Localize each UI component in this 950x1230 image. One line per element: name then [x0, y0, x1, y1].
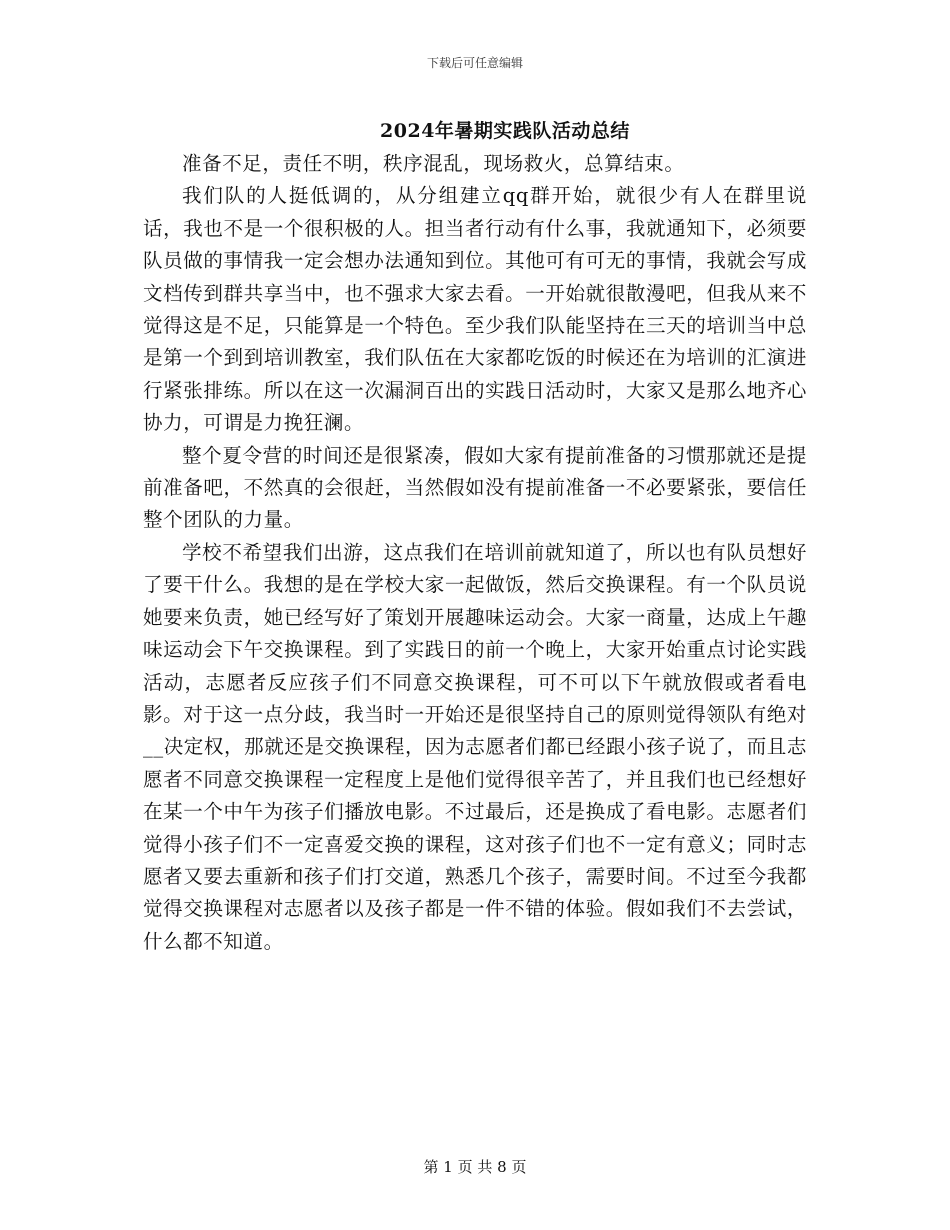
paragraph-2: 我们队的人挺低调的，从分组建立qq群开始，就很少有人在群里说话，我也不是一个很积极的人。担当者行动有什么事，我就通知下，必须要队员做的事情我一定会想办法通知到位。其他可有可无的事情，我就会写成文档传到群共享当中，也不强求大家去看。一开始就很散漫吧，但我从来不觉得这是不足，只能算是一个特色。至少我们队能坚持在三天的培训当中总是第一个到到培训教室，我们队伍在大家都吃饭的时候还在为培训的汇演进行紧张排练。所以在这一次漏洞百出的实践日活动时，大家又是那么地齐心协力，可谓是力挽狂澜。: [143, 184, 807, 435]
paragraph-4: 学校不希望我们出游，这点我们在培训前就知道了，所以也有队员想好了要干什么。我想的是在学校大家一起做饭，然后交换课程。有一个队员说她要来负责，她已经写好了策划开展趣味运动会。大家一商量，达成上午趣味运动会下午交换课程。到了实践日的前一个晚上，大家开始重点讨论实践活动，志愿者反应孩子们不同意交换课程，可不可以下午就放假或者看电影。对于这一点分歧，我当时一开始还是很坚持自己的原则觉得领队有绝对__决定权，那就还是交换课程，因为志愿者们都已经跟小孩子说了，而且志愿者不同意交换课程一定程度上是他们觉得很辛苦了，并且我们也已经想好在某一个中午为孩子们播放电影。不过最后，还是换成了看电影。志愿者们觉得小孩子们不一定喜爱交换的课程，这对孩子们也不一定有意义；同时志愿者又要去重新和孩子们打交道，熟悉几个孩子，需要时间。不过至今我都觉得交换课程对志愿者以及孩子都是一件不错的体验。假如我们不去尝试，什么都不知道。: [143, 540, 807, 953]
paragraph-1: 准备不足，责任不明，秩序混乱，现场救火，总算结束。: [182, 152, 685, 175]
paragraph-3: 整个夏令营的时间还是很紧凑，假如大家有提前准备的习惯那就还是提前准备吧，不然真的会很赶，当然假如没有提前准备一不必要紧张，要信任整个团队的力量。: [143, 443, 807, 532]
document-body: [143, 148, 807, 958]
header-note: 下载后可任意编辑: [426, 56, 523, 70]
page-number: 第 1 页 共 8 页: [423, 1158, 527, 1176]
document-title: 2024年暑期实践队活动总结: [380, 120, 630, 142]
